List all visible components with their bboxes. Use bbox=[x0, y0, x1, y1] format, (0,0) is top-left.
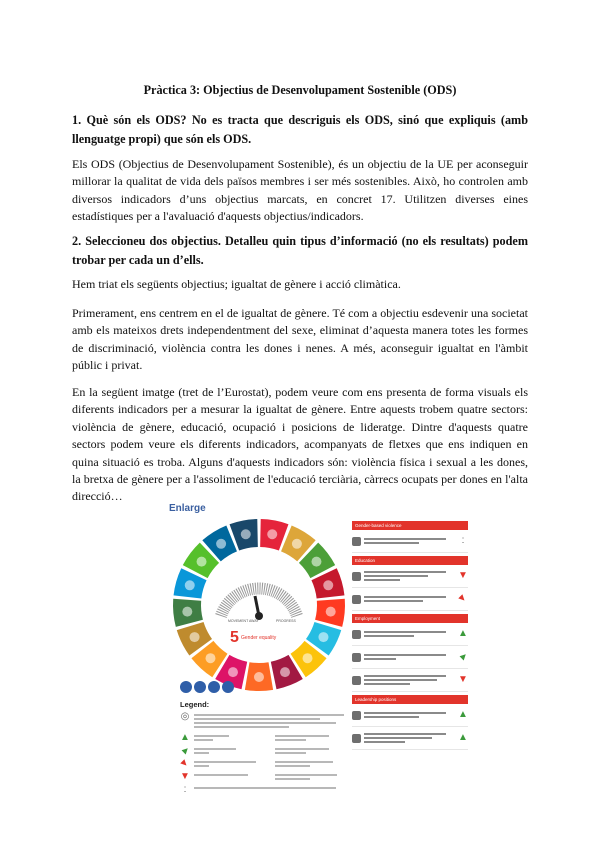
arrow-diagonal-icon: ▲ bbox=[177, 743, 193, 759]
indicator-row: ▲ bbox=[352, 646, 468, 669]
legend-row bbox=[180, 785, 352, 795]
answer-1-paragraph: Els ODS (Objectius de Desenvolupament Sostenible), és un objectiu de la UE per aconseguir millorar la qualitat de vida dels països membres i ser més sostenibles. Això, ho controlen amb diversos indicadors d’uns objectius marcats, en concret 17. Utilitzen diverses eines estadístiques per a l'avaluació d'aquests objectius/indicadors. bbox=[72, 157, 528, 224]
arrow-diagonal-down-icon: ▼ bbox=[177, 756, 193, 772]
question-1-heading: 1. Què són els ODS? No es tracta que descriguis els ODS, sinó que expliquis (amb llenguatge propi) que són els ODS. bbox=[72, 113, 528, 146]
panel-header: Employment bbox=[352, 614, 468, 623]
legend-title: Legend: bbox=[180, 700, 210, 709]
sdg-segment-icon bbox=[303, 653, 313, 663]
figure-legend bbox=[177, 700, 352, 795]
arrow-up-icon: ▲ bbox=[180, 732, 190, 743]
panel-header: Leadership positions bbox=[352, 695, 468, 704]
arrow-down-icon: ▼ bbox=[180, 771, 190, 782]
sdg-segment-icon bbox=[216, 539, 226, 549]
indicator-row: ▲ bbox=[352, 704, 468, 727]
answer-2-intro: Hem triat els següents objectius; igualtat de gènere i acció climàtica. bbox=[72, 277, 401, 291]
sdg-segment-icon bbox=[185, 580, 195, 590]
indicator-row: ▼ bbox=[352, 565, 468, 588]
share-icons bbox=[180, 681, 234, 693]
gauge-left-label: MOVEMENT AWAY bbox=[228, 619, 259, 623]
info-icon[interactable] bbox=[180, 681, 192, 693]
target-icon: ◎ bbox=[180, 711, 190, 722]
sdg-segment-icon bbox=[197, 557, 207, 567]
sdg-segment-icon bbox=[267, 529, 277, 539]
sdg-segment-icon bbox=[182, 607, 192, 617]
answer-2-paragraph-2: En la següent imatge (tret de l’Eurostat), podem veure com ens presenta de forma visuals els diferents indicadors per a mesurar la igualtat de gènere. Entre aquests trobem quatre sectors: violència de gènere, educació, ocupació i posicions de lideratge. Dintre d'aquests quatre sectors podem veure els diferents indicadors, acompanyats de fletxes que ens indiquen en quina situació es troba. Alguns d'aquests indicadors són: violència física i sexual a les dones, la bretxa de gènere per a l'assoliment de l'educació terciària, càrrecs ocupats per dones en l'alta direcció… bbox=[72, 385, 528, 504]
indicators-panel bbox=[352, 518, 471, 750]
enlarge-link[interactable]: Enlarge bbox=[169, 503, 206, 514]
legend-row bbox=[177, 756, 352, 772]
sdg-wheel bbox=[170, 516, 348, 694]
legend-row bbox=[180, 772, 352, 782]
sdg-segment-icon bbox=[292, 539, 302, 549]
sdg-segment-icon bbox=[311, 557, 321, 567]
sdg-segment-icon bbox=[241, 529, 251, 539]
dot-icon: : bbox=[183, 784, 187, 795]
question-2-heading: 2. Seleccioneu dos objectius. Detalleu quin tipus d’informació (no els resultats) podem trobar per cada un d’ells. bbox=[72, 234, 528, 267]
answer-2-paragraph-1: Primerament, ens centrem en el de igualtat de gènere. Té com a objectiu esdevenir una societat amb els mateixos drets independentment del sexe, eliminat d’aquesta manera totes les formes de discriminació, violència contra les dones i nenes. A més, aconseguir igualtat en l'àmbit públic i privat. bbox=[72, 306, 528, 373]
legend-row bbox=[177, 743, 352, 759]
panel-header: Gender-based violence bbox=[352, 521, 468, 530]
legend-row bbox=[180, 733, 352, 743]
sdg-segment-icon bbox=[280, 667, 290, 677]
sdg-segment-icon bbox=[326, 607, 336, 617]
indicator-row: : bbox=[352, 530, 468, 553]
panel-header: Education bbox=[352, 556, 468, 565]
sdg-segment-icon bbox=[318, 632, 328, 642]
eurostat-gender-equality-figure bbox=[166, 498, 472, 828]
share-icon[interactable] bbox=[222, 681, 234, 693]
indicator-row: ▼ bbox=[352, 669, 468, 692]
legend-row bbox=[180, 712, 352, 730]
sdg-segment-icon bbox=[190, 632, 200, 642]
sdg-segment-icon bbox=[323, 580, 333, 590]
indicator-row: ▼ bbox=[352, 588, 468, 611]
twitter-icon[interactable] bbox=[208, 681, 220, 693]
indicator-row: ▲ bbox=[352, 727, 468, 750]
sdg-segment-icon bbox=[254, 672, 264, 682]
goal-name: Gender equality bbox=[241, 635, 277, 641]
page-title: Pràctica 3: Objectius de Desenvolupament Sostenible (ODS) bbox=[143, 83, 457, 97]
sdg-segment-icon bbox=[205, 653, 215, 663]
goal-number: 5 bbox=[230, 629, 239, 646]
facebook-icon[interactable] bbox=[194, 681, 206, 693]
sdg-segment-icon bbox=[228, 667, 238, 677]
indicator-row: ▲ bbox=[352, 623, 468, 646]
gauge-right-label: PROGRESS bbox=[276, 619, 296, 623]
